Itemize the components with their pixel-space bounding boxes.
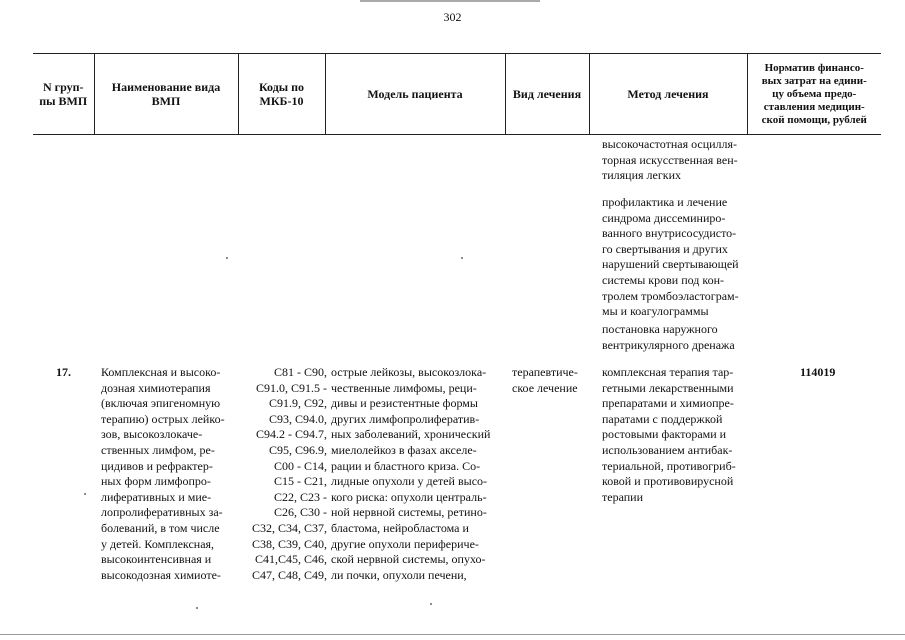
method-item-drainage: постановка наружного вентрикулярного дренажа [602,322,735,352]
page-number: 302 [443,10,462,24]
row17-treatment-type: терапевтиче- ское лечение [512,365,578,395]
row17-group-number: 17. [56,365,71,379]
scan-speck [226,257,228,259]
row17-norm-value: 114019 [800,365,836,379]
top-edge-line [360,0,540,2]
scan-speck [196,607,198,609]
row17-patient-model: острые лейкозы, высокозлока- чественные лимфомы, реци- дивы и резистентные формы других лимфопролифератив- ных заболеваний, хронический миелолейкоз в фазах акселе- рации и бластного криза. Со- лидные опухоли у детей высо- кого риска: опухоли централь- ной нервной системы, ретино- бластома, нейробластома и другие опухоли перифериче- ской нервной системы, опухо- ли почки, опухоли печени, [331,365,491,582]
row17-icd-codes: C81 - C90, C91.0, C91.5 - C91.9, C92, C93, C94.0, C94.2 - C94.7, C95, C96.9, C00 - C14, C15 - C21, C22, C23 - C26, C30 - C32, C34, C37, C38, C39, C40, C41,C45, C46, C47, C48, C49, [251,365,327,582]
header-group: N груп- пы ВМП [33,54,94,135]
scan-speck [461,257,463,259]
method-item-ventilation: высокочастотная осцилля- торная искусственная вен- тиляция легких [602,137,738,183]
method-item-dic-syndrome: профилактика и лечение синдрома диссеминиро- ванного внутрисосудисто- го свертывания и других нарушений свертывающей системы крови под кон- тролем тромбоэластограм- мы и коагулограммы [602,195,739,319]
header-codes: Коды по МКБ-10 [238,54,325,135]
row17-name: Комплексная и высоко- дозная химиотерапия (включая эпигеномную терапию) острых лейко- зов, высокозлокаче- ственных лимфом, ре- цидивов и рефрактер- ных форм лимфопро- лиферативных и мие- лопролиферативных за- болеваний, в том числе у детей. Комплексная, высокоинтенсивная и высокодозная химиоте- [101,365,225,582]
scan-speck [84,493,86,495]
header-norm: Норматив финансо- вых затрат на едини- цу объема предо- ставления медицин- ской помощи, рублей [747,54,881,135]
vmp-table-header [33,53,881,135]
header-name: Наименование вида ВМП [94,54,238,135]
header-type: Вид лечения [505,54,589,135]
header-method: Метод лечения [589,54,747,135]
row17-treatment-method: комплексная терапия тар- гетными лекарственными препаратами и химиопре- паратами с поддержкой ростовыми факторами и использованием антибак- териальной, противогриб- ковой и противовирусной терапии [602,365,736,504]
table-body [0,136,905,636]
bottom-edge-line [0,634,905,635]
scan-speck [430,603,432,605]
header-model: Модель пациента [325,54,505,135]
